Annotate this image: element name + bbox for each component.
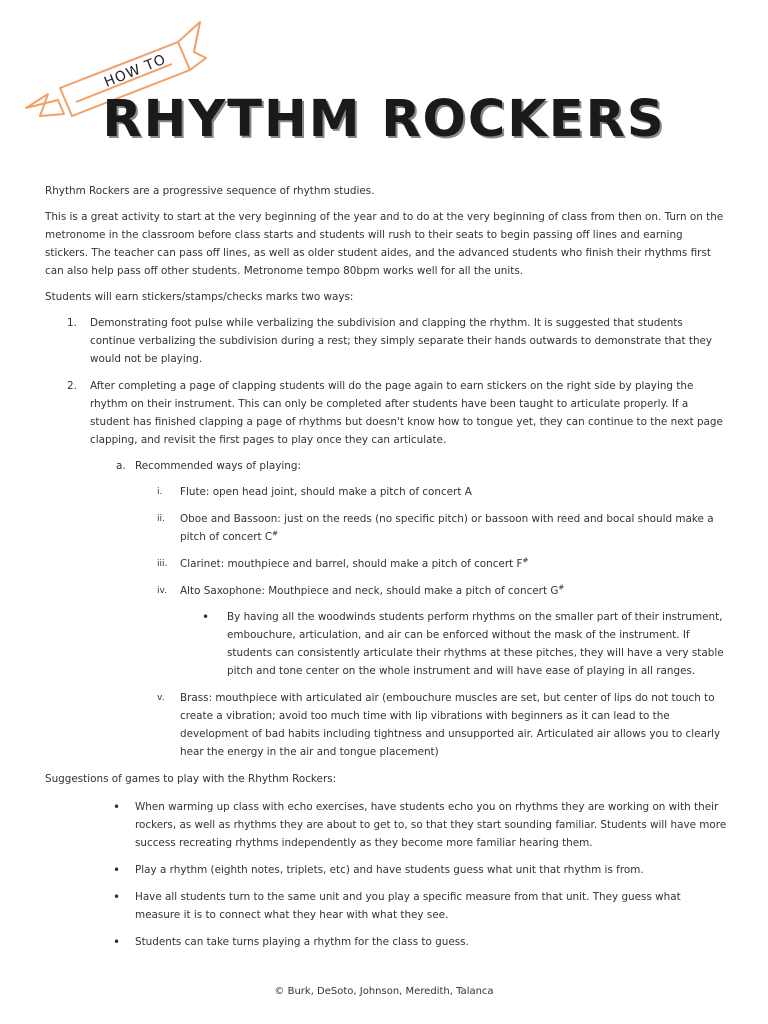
sharp-sign: #	[272, 529, 279, 538]
list-item	[45, 377, 727, 761]
page-title: RHYTHM ROCKERS	[102, 90, 666, 149]
list-item	[135, 689, 727, 761]
roman-numeral: iv.	[157, 586, 167, 596]
sharp-sign: #	[558, 583, 565, 592]
list-item	[45, 861, 727, 879]
list-item-text: Flute: open head joint, should make a pitch of concert A	[180, 486, 472, 498]
list-item-text: Brass: mouthpiece with articulated air (embouchure muscles are set, but center of lips do not touch to create a vibration; avoid too much time with lip vibrations with beginners as it can lead to the development of bad habits including tightness and unsupported air. Articulated air allows you to clearly hear the energy in the air and tongue placement)	[180, 692, 721, 758]
list-item-text: Oboe and Bassoon: just on the reeds (no specific pitch) or bassoon with reed and bocal should make a pitch of concert C	[180, 513, 714, 543]
roman-numeral: iii.	[157, 559, 168, 569]
woodwind-note-list	[180, 608, 727, 680]
description-paragraph: This is a great activity to start at the very beginning of the year and to do at the very beginning of class from then on. Turn on the metronome in the classroom before class starts and students will rush to their seats to begin passing off lines and earning stickers. The teacher can pass off lines, as well as older student aides, and the advanced students who finish their rhythms first can also help pass off other students. Metronome tempo 80bpm works well for all the units.	[45, 211, 724, 277]
list-item	[45, 798, 727, 852]
roman-numeral: v.	[157, 693, 165, 703]
list-item	[45, 314, 727, 368]
list-item-text: Students can take turns playing a rhythm for the class to guess.	[135, 936, 469, 948]
list-item-text: By having all the woodwinds students perform rhythms on the smaller part of their instrument, embouchure, articulation, and air can be enforced without the mask of the instrument. If students can consistently articulate their rhythms at these pitches, they will have a very stable pitch and tone center on the whole instrument and will have ease of playing in all ranges.	[227, 611, 724, 677]
bullet-icon: •	[113, 800, 121, 814]
list-item	[135, 483, 727, 501]
list-item-text: Demonstrating foot pulse while verbalizing the subdivision and clapping the rhythm. It is suggested that students continue verbalizing the subdivision during a rest; they simply separate their hands outwards to demonstrate that they would not be playing.	[90, 317, 713, 365]
list-item-text: Play a rhythm (eighth notes, triplets, etc) and have students guess what unit that rhythm is from.	[135, 864, 644, 876]
games-intro: Suggestions of games to play with the Rhythm Rockers:	[45, 773, 337, 785]
list-item-text: Clarinet: mouthpiece and barrel, should make a pitch of concert F	[180, 558, 523, 570]
document-body	[45, 182, 727, 960]
bullet-icon: •	[202, 610, 210, 624]
list-item	[45, 933, 727, 951]
list-number: 2.	[67, 380, 77, 392]
list-item	[135, 582, 727, 680]
earning-ways-list	[45, 314, 727, 761]
list-number: 1.	[67, 317, 77, 329]
sub-list	[90, 457, 727, 761]
copyright-footer: © Burk, DeSoto, Johnson, Meredith, Talanca	[274, 986, 494, 997]
sharp-sign: #	[522, 556, 529, 565]
bullet-icon: •	[113, 935, 121, 949]
list-item-text: When warming up class with echo exercises, have students echo you on rhythms they are working on with their rockers, as well as rhythms they are about to get to, so that they start sounding familiar. Students will have more success recreating rhythms independently as they become more familiar hearing them.	[135, 801, 727, 849]
instrument-list	[135, 483, 727, 761]
bullet-icon: •	[113, 863, 121, 877]
list-item-text: Have all students turn to the same unit and you play a specific measure from that unit. They guess what measure it is to connect what they hear with what they see.	[135, 891, 681, 921]
games-list	[45, 798, 727, 951]
list-item	[135, 555, 727, 573]
list-item-text: Alto Saxophone: Mouthpiece and neck, should make a pitch of concert G	[180, 585, 559, 597]
roman-numeral: ii.	[157, 514, 165, 524]
bullet-icon: •	[113, 890, 121, 904]
earning-intro: Students will earn stickers/stamps/checks marks two ways:	[45, 291, 354, 303]
list-item	[135, 510, 727, 546]
banner-text: HOW TO	[102, 51, 169, 91]
intro-paragraph: Rhythm Rockers are a progressive sequence of rhythm studies.	[45, 185, 375, 197]
list-item	[90, 457, 727, 761]
list-item-text: Recommended ways of playing:	[135, 460, 301, 472]
list-item	[180, 608, 727, 680]
roman-numeral: i.	[157, 487, 163, 497]
list-item-text: After completing a page of clapping students will do the page again to earn stickers on the right side by playing the rhythm on their instrument. This can only be completed after students have been taught to articulate properly. If a student has finished clapping a page of rhythms but doesn't know how to tongue yet, they can continue to the next page clapping, and revisit the first pages to play once they can articulate.	[90, 380, 723, 446]
list-item	[45, 888, 727, 924]
list-letter: a.	[116, 460, 126, 472]
